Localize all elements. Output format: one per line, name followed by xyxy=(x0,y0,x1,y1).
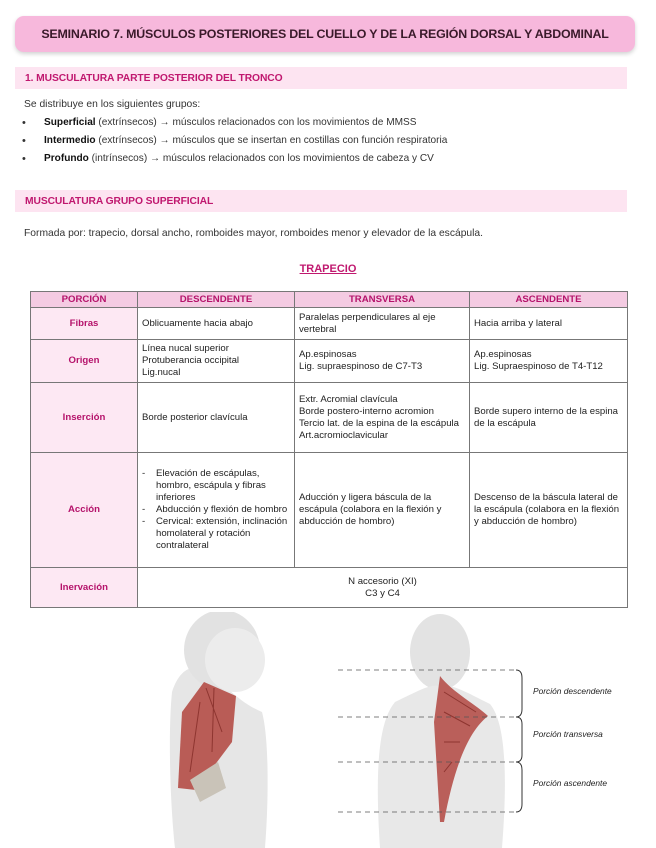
section-heading-1: 1. MUSCULATURA PARTE POSTERIOR DEL TRONCO xyxy=(15,67,627,89)
back-view-figure xyxy=(378,614,505,848)
label-transversa: Porción transversa xyxy=(533,729,603,739)
column-header: TRANSVERSA xyxy=(295,292,470,308)
groups-list xyxy=(22,114,447,168)
column-header: DESCENDENTE xyxy=(138,292,295,308)
label-ascendente: Porción ascendente xyxy=(533,778,608,788)
list-item: • Profundo (intrínsecos) → músculos relacionados con los movimientos de cabeza y CV xyxy=(22,153,434,165)
intro-text: Se distribuye en los siguientes grupos: xyxy=(24,99,201,110)
table-cell: Paralelas perpendiculares al eje vertebral xyxy=(295,308,470,340)
table-cell: Borde supero interno de la espina de la escápula xyxy=(470,383,628,453)
table-cell: Ap.espinosas Lig. Supraespinoso de T4-T12 xyxy=(470,340,628,383)
row-header: Inervación xyxy=(31,568,138,608)
row-header: Inserción xyxy=(31,383,138,453)
table-row xyxy=(31,453,628,568)
column-header: PORCIÓN xyxy=(31,292,138,308)
brackets xyxy=(516,670,522,812)
column-header: ASCENDENTE xyxy=(470,292,628,308)
table-cell: Ap.espinosas Lig. supraespinoso de C7-T3 xyxy=(295,340,470,383)
table-row xyxy=(31,340,628,383)
table-cell: Borde posterior clavícula xyxy=(138,383,295,453)
section-heading-2: MUSCULATURA GRUPO SUPERFICIAL xyxy=(15,190,627,212)
formada-text: Formada por: trapecio, dorsal ancho, romboides mayor, romboides menor y elevador de la escápula. xyxy=(24,228,484,239)
table-row xyxy=(31,383,628,453)
table-cell: - Elevación de escápulas, hombro, escápula y fibras inferiores - Abducción y flexión de hombro - Cervical: extensión, inclinación homolateral y rotación contralateral xyxy=(138,453,295,568)
side-view-figure xyxy=(170,612,268,848)
table-row xyxy=(31,308,628,340)
trapecio-table xyxy=(30,291,628,608)
table-cell: Hacia arriba y lateral xyxy=(470,308,628,340)
row-header: Fibras xyxy=(31,308,138,340)
table-row xyxy=(31,568,628,608)
table-cell: N accesorio (XI) C3 y C4 xyxy=(138,568,628,608)
table-cell: Oblicuamente hacia abajo xyxy=(138,308,295,340)
table-title: TRAPECIO xyxy=(299,263,357,275)
table-cell: Descenso de la báscula lateral de la escápula (colabora en la flexión y abducción de hombro) xyxy=(470,453,628,568)
page-title: SEMINARIO 7. MÚSCULOS POSTERIORES DEL CUELLO Y DE LA REGIÓN DORSAL Y ABDOMINAL xyxy=(15,16,635,52)
label-descendente: Porción descendente xyxy=(533,686,612,696)
list-item: • Intermedio (extrínsecos) → músculos que se insertan en costillas con función respiratoria xyxy=(22,135,448,147)
table-cell: Línea nucal superior Protuberancia occipital Lig.nucal xyxy=(138,340,295,383)
row-header: Origen xyxy=(31,340,138,383)
row-header: Acción xyxy=(31,453,138,568)
table-cell: Aducción y ligera báscula de la escápula (colabora en la flexión y abducción de hombro) xyxy=(295,453,470,568)
list-item: • Superficial (extrínsecos) → músculos relacionados con los movimientos de MMSS xyxy=(22,117,417,129)
table-cell: Extr. Acromial clavícula Borde postero-interno acromion Tercio lat. de la espina de la escápula Art.acromioclavicular xyxy=(295,383,470,453)
table-header-row xyxy=(31,292,628,308)
